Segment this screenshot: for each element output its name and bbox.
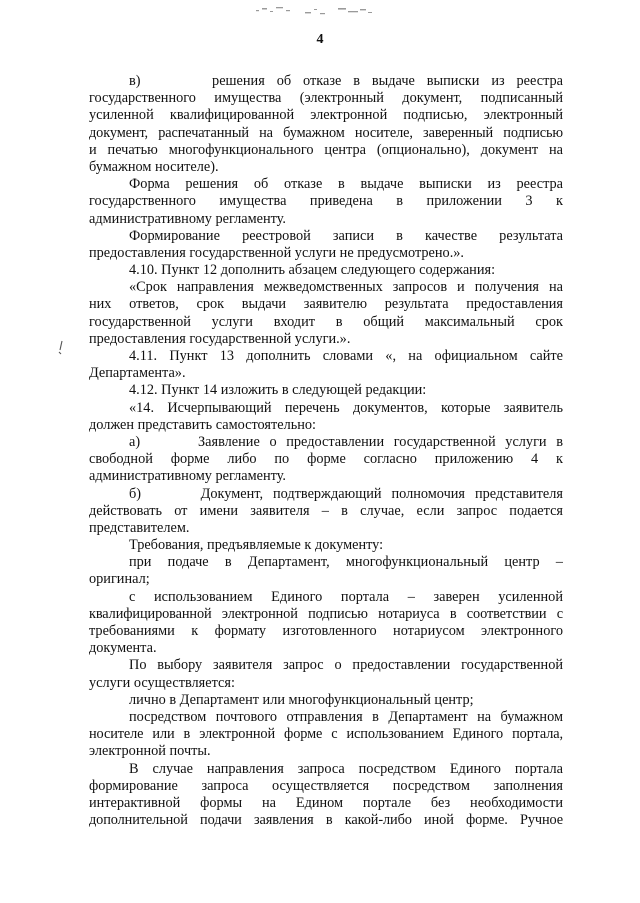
text-line: 4.12. Пункт 14 изложить в следующей редакции: <box>129 382 427 399</box>
text-line: государственной услуги входит в общий максимальный срок <box>89 313 563 330</box>
text-line: бумажном носителе). <box>89 158 219 175</box>
text-line: административному регламенту. <box>89 468 286 485</box>
text-line: и печатью многофункционального центра (опционально), документ на <box>89 141 563 158</box>
text-line: По выбору заявителя запрос о предоставлении государственной <box>129 657 563 674</box>
text-line: свободной форме либо по форме согласно приложению 4 к <box>89 451 563 468</box>
text-line: интерактивной формы на Едином портале без необходимости <box>89 794 563 811</box>
text-line: дополнительной подачи заявления в какой-либо иной форме. Ручное <box>89 812 563 829</box>
text-line: с использованием Единого портала – заверен усиленной <box>129 588 563 605</box>
text-line: административному регламенту. <box>89 210 286 227</box>
text-line: государственного имущества (электронный документ, подписанный <box>89 90 563 107</box>
text-line: усиленной квалифицированной электронной подписью, электронный <box>89 107 563 124</box>
text-line: посредством почтового отправления в Департамент на бумажном <box>129 708 563 725</box>
text-line: Департамента». <box>89 365 186 382</box>
margin-mark <box>57 340 65 356</box>
text-line: 4.11. Пункт 13 дополнить словами «, на официальном сайте <box>129 348 563 364</box>
text-line: Формирование реестровой записи в качестве результата <box>129 227 563 244</box>
text-line: действовать от имени заявителя – в случае, если запрос подается <box>89 502 563 519</box>
text-line: а) Заявление о предоставлении государственной услуги в <box>129 433 563 450</box>
text-line: документ, распечатанный на бумажном носителе, заверенный подписью <box>89 124 563 141</box>
text-line: предоставления государственной услуги не предусмотрено.». <box>89 244 464 261</box>
text-line: электронной почты. <box>89 743 211 760</box>
text-line: должен представить самостоятельно: <box>89 416 317 433</box>
text-line: в) решения об отказе в выдаче выписки из реестра <box>129 73 563 89</box>
text-line: требованиями к формату изготовленного нотариусом электронного <box>89 623 563 639</box>
scan-artifact <box>250 4 390 18</box>
text-line: носителе или в электронной форме с использованием Единого портала, <box>89 726 563 743</box>
text-line: б) Документ, подтверждающий полномочия представителя <box>129 485 563 502</box>
page-number: 4 <box>316 32 324 47</box>
text-line: лично в Департамент или многофункциональный центр; <box>129 691 474 708</box>
text-line: предоставления государственной услуги.». <box>89 330 351 347</box>
text-line: «Срок направления межведомственных запросов и получения на <box>129 279 563 296</box>
text-line: В случае направления запроса посредством Единого портала <box>129 760 563 777</box>
text-line: государственного имущества приведена в приложении 3 к <box>89 193 563 210</box>
text-line: услуги осуществляется: <box>89 674 235 691</box>
text-line: документа. <box>89 640 157 657</box>
text-line: представителем. <box>89 519 190 536</box>
text-line: них ответов, срок выдачи заявителю результата предоставления <box>89 296 563 313</box>
text-line: квалифицированной электронной подписью нотариуса в соответствии с <box>89 605 563 622</box>
text-line: Форма решения об отказе в выдаче выписки из реестра <box>129 176 563 193</box>
body-text <box>89 73 563 829</box>
text-line: формирование запроса осуществляется посредством заполнения <box>89 777 563 794</box>
text-line: Требования, предъявляемые к документу: <box>129 537 384 554</box>
text-line: 4.10. Пункт 12 дополнить абзацем следующего содержания: <box>129 262 496 279</box>
text-line: оригинал; <box>89 571 150 588</box>
text-line: «14. Исчерпывающий перечень документов, которые заявитель <box>129 399 563 416</box>
text-line: при подаче в Департамент, многофункциональный центр – <box>129 554 563 571</box>
